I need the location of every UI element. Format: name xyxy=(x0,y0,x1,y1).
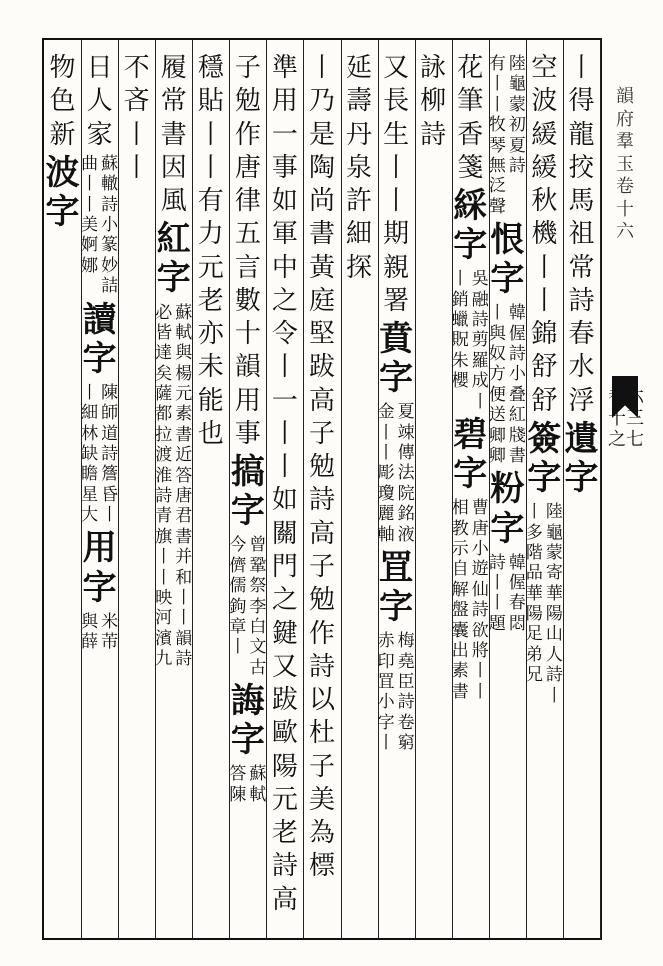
annotation-pair xyxy=(377,631,415,753)
headword: 粉字 xyxy=(490,469,525,549)
annotation-text: 蘇軾 xyxy=(249,764,267,805)
annotation-pair xyxy=(488,303,526,466)
fore-edge-margin xyxy=(606,86,646,906)
body-text: 不吝丨丨 xyxy=(123,53,150,183)
headword: 用字 xyxy=(82,528,117,608)
body-text: 子勉作唐律五言數十韻用事 xyxy=(234,53,261,449)
body-text: 日人家 xyxy=(86,53,113,150)
annotation-text: 詩丨丨題 xyxy=(488,552,506,634)
text-column xyxy=(451,52,489,930)
annotation-text: 必皆達矣薩都拉渡淮詩青旗丨丨映河濱九 xyxy=(155,302,173,670)
annotation-pair xyxy=(488,54,526,217)
annotation-pair xyxy=(377,402,415,545)
headword: 讀字 xyxy=(82,299,117,379)
body-text: 履常書因風 xyxy=(160,53,187,217)
annotation-text: 與薛 xyxy=(81,611,99,653)
headword: 罝字 xyxy=(379,548,414,628)
annotation-text: 吳融詩剪羅成丨 xyxy=(471,269,489,412)
headword: 波字 xyxy=(45,152,80,232)
headword: 誨字 xyxy=(230,681,265,761)
annotation-text: 曲丨丨美婀娜 xyxy=(81,153,99,276)
body-text: 準用一事如軍中之令丨一丨丨如關門之鍵又跋歐陽元老詩高 xyxy=(271,53,298,915)
body-text: 空波緩緩秋機丨丨錦舒舒 xyxy=(531,53,558,416)
body-text: 又長生丨丨期親署 xyxy=(383,53,410,316)
body-text: 延壽丹泉許細探 xyxy=(346,53,373,283)
annotation-text: 蘇軾與楊元素書近答唐君書并和丨丨韻詩 xyxy=(175,302,193,670)
annotation-pair xyxy=(81,154,119,297)
headword: 綵字 xyxy=(453,186,488,266)
body-text: 詠柳詩 xyxy=(420,53,447,150)
annotation-text: 梅堯臣詩卷窮 xyxy=(397,631,415,754)
text-column xyxy=(155,52,193,930)
annotation-text: 相教示自解盤囊出素書 xyxy=(451,498,469,702)
text-column xyxy=(266,52,304,930)
headword: 賁字 xyxy=(379,319,414,399)
text-column xyxy=(229,52,267,930)
annotation-pair xyxy=(229,764,267,805)
headword: 碧字 xyxy=(453,414,488,495)
text-column xyxy=(414,52,452,930)
annotation-text: 金丨丨彫瓊麗軸 xyxy=(377,402,395,545)
text-column xyxy=(303,52,341,930)
text-column xyxy=(340,52,378,930)
annotation-text: 蘇轍詩小篆妙詰 xyxy=(101,153,119,297)
text-column xyxy=(525,52,563,930)
annotation-pair xyxy=(81,383,119,526)
annotation-text: 韓偓春悶 xyxy=(508,552,526,634)
annotation-text: 有丨丨牧琴無泛聲 xyxy=(488,54,506,217)
text-column xyxy=(488,52,526,930)
body-text: 物色新 xyxy=(49,53,76,150)
annotation-pair xyxy=(525,502,563,706)
headword: 恨字 xyxy=(490,220,525,300)
body-text: 花筆香箋 xyxy=(457,53,484,183)
annotation-text: 今儕儒鉤章丨 xyxy=(229,535,247,658)
headword: 紅字 xyxy=(156,219,191,299)
headword: 搞字 xyxy=(230,452,265,532)
annotation-text: 陳師道詩簷昏丨 xyxy=(101,382,119,526)
annotation-text: 韓偓詩小叠紅牋書 xyxy=(508,303,526,467)
annotation-pair xyxy=(451,269,489,412)
text-column xyxy=(81,52,119,930)
body-text: 穩貼丨丨有力元老亦未能也 xyxy=(197,53,224,449)
annotation-pair xyxy=(488,553,526,635)
text-column xyxy=(377,52,415,930)
headword: 遺字 xyxy=(564,418,599,499)
text-column xyxy=(44,52,82,930)
annotation-pair xyxy=(155,303,193,670)
headword: 簽字 xyxy=(527,418,562,499)
body-text: 丨乃是陶尚書黃庭堅跋高子勉詩高子勉作詩以杜子美為標 xyxy=(308,53,335,882)
annotation-pair xyxy=(229,535,267,678)
annotation-text: 米芾 xyxy=(101,611,119,653)
text-column xyxy=(118,52,156,930)
annotation-text: 赤印罝小字丨 xyxy=(377,631,395,754)
annotation-pair xyxy=(451,498,489,702)
annotation-text: 曾鞏祭李白文古 xyxy=(249,535,267,678)
annotation-text: 陸龜蒙寄華陽山人詩丨 xyxy=(545,502,563,706)
annotation-text: 答陳 xyxy=(229,764,247,805)
body-text: 丨得龍挍馬祖常詩春水浮 xyxy=(568,53,595,416)
section-label: 卷六十三之七 xyxy=(608,386,644,451)
text-column xyxy=(562,52,600,930)
annotation-pair xyxy=(81,612,119,653)
annotation-text: 丨細林缺瞻星大 xyxy=(81,382,99,526)
annotation-text: 丨與奴方便送卿卿 xyxy=(488,303,506,467)
annotation-text: 曹唐小遊仙詩欲將丨丨 xyxy=(471,498,489,702)
annotation-text: 丨多階品華陽足弟兄 xyxy=(525,502,543,686)
annotation-text: 丨銷蠟貺朱櫻 xyxy=(451,269,469,392)
text-column xyxy=(192,52,230,930)
running-head: 韻府羣玉卷十六 xyxy=(616,86,634,242)
annotation-text: 夏竦傳法院銘液 xyxy=(397,402,415,545)
annotation-text: 陸龜蒙初夏詩 xyxy=(508,54,526,176)
